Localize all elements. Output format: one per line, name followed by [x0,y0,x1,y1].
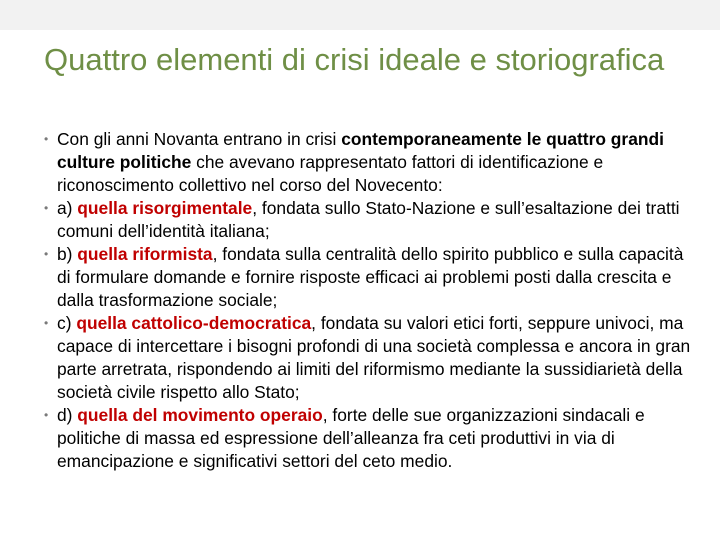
bullet-item [44,128,694,197]
bullet-text [57,198,680,241]
bullet-item [44,312,694,404]
bullet-icon: • [44,201,49,215]
bullet-text [57,129,664,195]
bullet-text [57,244,683,310]
highlight-span: quella del movimento operaio [77,405,323,425]
bullet-item [44,197,694,243]
text-span: , fondata su valori etici forti, seppure univoci, ma capace di intercettare i bisogni profondi di una società complessa e ancora in gran parte arretrata, rispondendo ai limiti del riformismo mediante la sussidiarietà della società civile rispetto allo Stato; [57,313,691,402]
text-span: c) [57,313,77,333]
text-span: Con gli anni Novanta entrano in crisi [57,129,342,149]
text-span: , forte delle sue organizzazioni sindacali e politiche di massa ed espressione dell’alleanza fra ceti produttivi in via di emancipazione e significativi settori del ceto medio. [57,405,645,471]
highlight-span: quella riformista [77,244,213,264]
highlight-span: quella risorgimentale [77,198,253,218]
bullet-item [44,404,694,473]
bullet-icon: • [44,408,49,422]
text-span: a) [57,198,78,218]
slide-title: Quattro elementi di crisi ideale e storiografica [44,42,665,77]
bullet-text [57,405,645,471]
top-band [0,0,720,30]
bold-span: contemporaneamente le quattro grandi culture politiche [57,129,664,172]
text-span: che avevano rappresentato fattori di identificazione e riconoscimento collettivo nel corso del Novecento: [57,152,604,195]
bullet-item [44,243,694,312]
bullet-icon: • [44,316,49,330]
bullet-text [57,313,690,402]
bullet-icon: • [44,132,49,146]
text-span: d) [57,405,78,425]
text-span: b) [57,244,78,264]
highlight-span: quella cattolico-democratica [76,313,312,333]
bullet-list [44,128,694,473]
text-span: , fondata sulla centralità dello spirito pubblico e sulla capacità di formulare domande e fornire risposte efficaci ai problemi posti dalla crescita e dalla trasformazione sociale; [57,244,684,310]
text-span: , fondata sullo Stato-Nazione e sull’esaltazione dei tratti comuni dell’identità italiana; [57,198,680,241]
bullet-icon: • [44,247,49,261]
